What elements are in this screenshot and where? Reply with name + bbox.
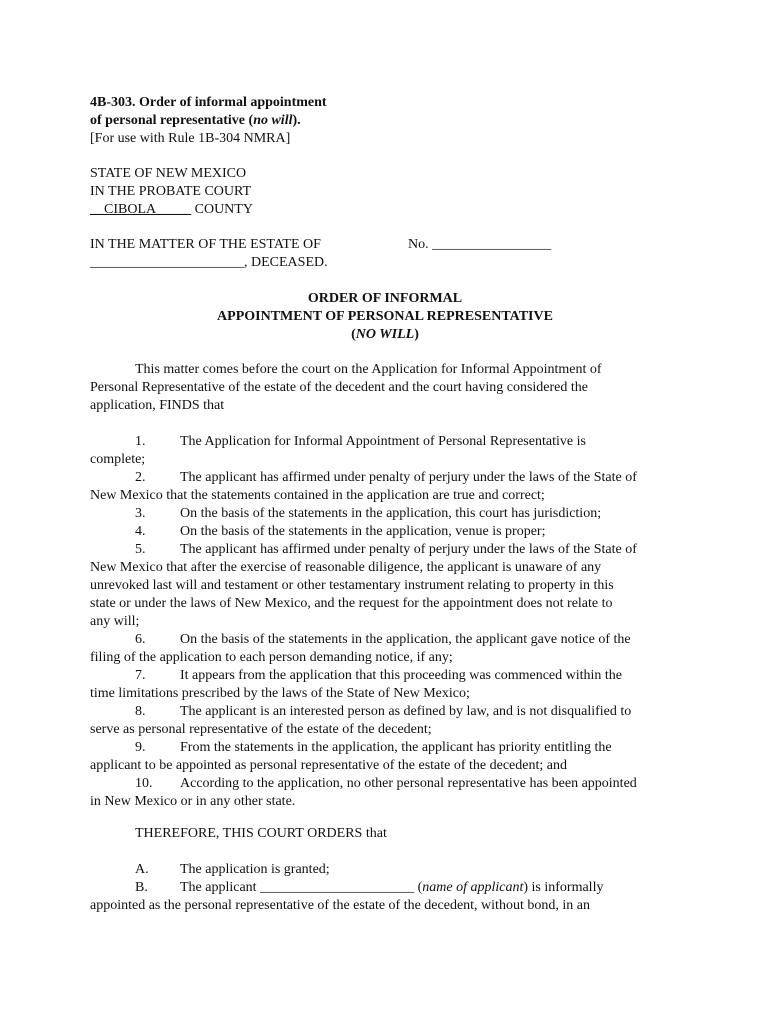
order-title-line3 [85,326,685,344]
finding-first-line [90,541,682,559]
finding-number: 10. [135,776,153,791]
rule-note [90,130,690,148]
caption-deceased-text: ______________________, DECEASED. [90,255,328,270]
finding-text: It appears from the application that this proceeding was commenced within the [180,668,623,683]
form-title-line1: 4B-303. Order of informal appointment [90,95,327,110]
finding-continuation-line: filing of the application to each person demanding notice, if any; [90,650,453,665]
order-title [85,290,685,344]
finding-text: According to the application, no other personal representative has been appointed [180,776,637,791]
order-item-b-num: B. [135,880,148,895]
finding-first-line [90,469,682,487]
finding-number: 5. [135,542,146,557]
county-label: COUNTY [191,202,253,217]
finding-first-line [90,433,682,451]
order-item-a-text: The application is granted; [180,862,330,877]
finding-number: 7. [135,668,146,683]
finding-first-line [90,631,682,649]
finding-continuation-line: complete; [90,452,146,467]
finding-first-line [90,505,682,523]
order-title-line1: ORDER OF INFORMAL [307,291,463,306]
finding-item [90,631,682,667]
order-title-line2: APPOINTMENT OF PERSONAL REPRESENTATIVE [217,309,553,324]
finding-continuation-line: unrevoked last will and testament or other testamentary instrument relating to property in this [90,578,614,593]
finding-number: 8. [135,704,146,719]
finding-continuation-line: applicant to be appointed as personal representative of the estate of the decedent; and [90,758,567,773]
case-number [408,236,708,254]
finding-item [90,703,682,739]
finding-continuation-line: New Mexico that after the exercise of reasonable diligence, the applicant is unaware of any [90,560,602,575]
finding-item [90,433,682,469]
finding-text: The applicant has affirmed under penalty of perjury under the laws of the State of [180,470,637,485]
order-item-b [90,879,682,897]
court-county [90,201,690,219]
finding-text: On the basis of the statements in the application, the applicant gave notice of the [180,632,631,647]
orders-intro-text: THEREFORE, THIS COURT ORDERS that [135,826,387,841]
finding-first-line [90,775,682,793]
finding-continuation-line: New Mexico that the statements contained in the application are true and correct; [90,488,545,503]
intro-line2: Personal Representative of the estate of the decedent and the court having considered the [90,380,588,395]
caption-matter: IN THE MATTER OF THE ESTATE OF [90,237,321,252]
court-name: IN THE PROBATE COURT [90,184,252,199]
orders-list [90,861,682,915]
findings-list [90,433,682,811]
finding-first-line [90,667,682,685]
order-item-b-em: name of applicant [422,880,524,895]
finding-item [90,775,682,811]
finding-text: The applicant is an interested person as defined by law, and is not disqualified to [180,704,632,719]
form-title-line2-em: no will [253,113,293,128]
finding-number: 3. [135,506,146,521]
finding-number: 2. [135,470,146,485]
finding-number: 6. [135,632,146,647]
finding-number: 1. [135,434,146,449]
finding-text: On the basis of the statements in the application, venue is proper; [180,524,546,539]
finding-text: The applicant has affirmed under penalty of perjury under the laws of the State of [180,542,637,557]
finding-item [90,667,682,703]
court-block [90,165,690,219]
finding-text: The Application for Informal Appointment of Personal Representative is [180,434,586,449]
order-item-b-pre: The applicant ______________________ ( [180,880,423,895]
finding-text: From the statements in the application, the applicant has priority entitling the [180,740,612,755]
finding-first-line [90,703,682,721]
order-title-line3-pre: ( [351,327,356,342]
case-number-text: No. _________________ [408,237,552,252]
finding-continuation-line: serve as personal representative of the estate of the decedent; [90,722,432,737]
intro-paragraph [90,361,682,415]
intro-line3: application, FINDS that [90,398,225,413]
order-title-line3-post: ) [414,327,419,342]
court-state: STATE OF NEW MEXICO [90,166,247,181]
order-title-line3-em: NO WILL [355,327,415,342]
order-item-b-post: ) is informally [523,880,604,895]
order-item-a-num: A. [135,862,149,877]
orders-intro [90,825,690,843]
finding-continuation-line: in New Mexico or in any other state. [90,794,296,809]
intro-line1: This matter comes before the court on the Application for Informal Appointment of [135,362,602,377]
finding-first-line [90,739,682,757]
finding-first-line [90,523,682,541]
finding-number: 9. [135,740,146,755]
caption-deceased [90,254,690,272]
rule-note-text: [For use with Rule 1B-304 NMRA] [90,131,291,146]
finding-item [90,541,682,631]
county-name: __CIBOLA_____ [90,202,192,217]
form-title-line2-post: ). [292,113,301,128]
finding-item [90,505,682,523]
finding-continuation-line: time limitations prescribed by the laws of the State of New Mexico; [90,686,470,701]
finding-number: 4. [135,524,146,539]
finding-continuation-line: any will; [90,614,140,629]
finding-item [90,523,682,541]
finding-text: On the basis of the statements in the application, this court has jurisdiction; [180,506,602,521]
finding-continuation-line: state or under the laws of New Mexico, and the request for the appointment does not relate to [90,596,613,611]
order-item-a [90,861,682,879]
form-title [90,94,690,130]
finding-item [90,469,682,505]
form-title-line2-pre: of personal representative ( [90,113,254,128]
form-title-line2 [90,112,690,130]
order-item-b-line2: appointed as the personal representative of the estate of the decedent, without bond, in an [90,898,590,913]
finding-item [90,739,682,775]
